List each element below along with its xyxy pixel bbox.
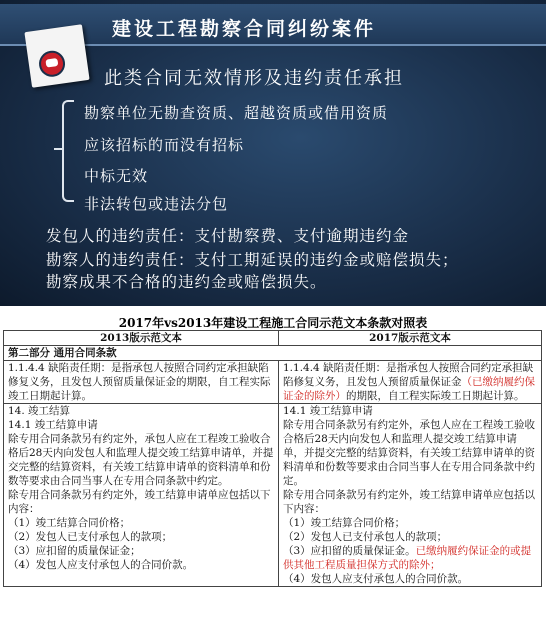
clause-text-part: 的期限，自工程实际竣工日期起计算。 [346,390,525,402]
clause-text: 除专用合同条款另有约定外，竣工结算申请单应包括以下内容： [8,489,271,515]
clause-text: 除专用合同条款另有约定外，竣工结算申请单应包括以下内容： [283,489,535,515]
document-icon [24,24,89,88]
table-header-row [4,331,542,346]
list-item: （1）竣工结算合同价格； [8,517,131,529]
list-item: （3）应扣留的质量保证金； [8,545,141,557]
clause-heading: 14. 竣工结算 [8,405,71,417]
clause-text: 除专用合同条款另有约定外，承包人应在工程竣工验收合格后28天内向发包人和监理人提交竣工结算申请单，并提交完整的结算资料，有关竣工结算申请单的资料清单和份数等要求由合同当事人在专用合同条款中约定。 [283,419,535,487]
comparison-table [3,330,542,587]
list-item [283,544,537,572]
column-header-2013: 2013版示范文本 [4,331,279,346]
reason-item: 应该招标的而没有招标 [84,136,245,154]
clause-heading: 14.1 竣工结算申请 [283,405,373,417]
table-title: 2017年vs2013年建设工程施工合同示范文本条款对照表 [118,316,428,330]
section-row [4,346,542,361]
reason-item: 勘察单位无勘查资质、超越资质或借用资质 [84,104,389,122]
section-label: 第二部分 通用合同条款 [4,346,542,361]
list-item-text: （3）应扣留的质量保证金。 [283,545,416,557]
bracket-tick [54,148,62,150]
list-item: （1）竣工结算合同价格； [283,517,406,529]
cell-2013 [4,361,279,404]
table-row [4,361,542,404]
list-item: （2）发包人已支付承包人的款项； [283,531,448,543]
clause-text: 1.1.4.4 缺陷责任期：是指承包人按照合同约定承担缺陷修复义务，且发包人预留质量保证金的期限，自工程实际竣工日期起计算。 [8,362,271,402]
slide-title: 建设工程勘察合同纠纷案件 [112,18,377,40]
highlighted-change: 已缴纳履约保证金的或提供其他工程质量担保方式的除外； [283,545,532,571]
comparison-document [0,310,546,622]
cell-2017 [279,361,542,404]
clause-text: 除专用合同条款另有约定外，承包人应在工程竣工验收合格后28天内向发包人和监理人提交竣工结算申请单，并提交完整的结算资料，有关竣工结算申请单的资料清单和份数等要求由合同当事人在专用合同条款中约定。 [8,433,274,487]
bracket-shape [62,100,74,202]
table-row [4,404,542,587]
clause-text-part: 1.1.4.4 缺陷责任期：是指承包人按照合同约定承担缺陷修复义务，且发包人预留质量保证金 [283,362,534,388]
cell-2017 [279,404,542,587]
list-item: （2）发包人已支付承包人的款项； [8,531,173,543]
clause-text [283,361,537,403]
slide-subtitle: 此类合同无效情形及违约责任承担 [104,68,404,89]
list-item: （4）发包人应支付承包人的合同价款。 [283,573,469,585]
liability-line: 勘察人的违约责任：支付工期延误的违约金或赔偿损失； [46,251,459,269]
reason-item: 非法转包或违法分包 [84,195,229,213]
liability-line: 发包人的违约责任：支付勘察费、支付逾期违约金 [46,227,410,245]
highlighted-change: （已缴纳履约保证金的除外） [283,376,535,402]
liability-line: 勘察成果不合格的违约金或赔偿损失。 [46,273,327,291]
column-header-2017: 2017版示范文本 [279,331,542,346]
slide-image [0,0,546,306]
reason-item: 中标无效 [84,167,149,185]
list-item: （4）发包人应支付承包人的合同价款。 [8,559,194,571]
cell-2013 [4,404,279,587]
clause-heading: 14.1 竣工结算申请 [8,419,98,431]
